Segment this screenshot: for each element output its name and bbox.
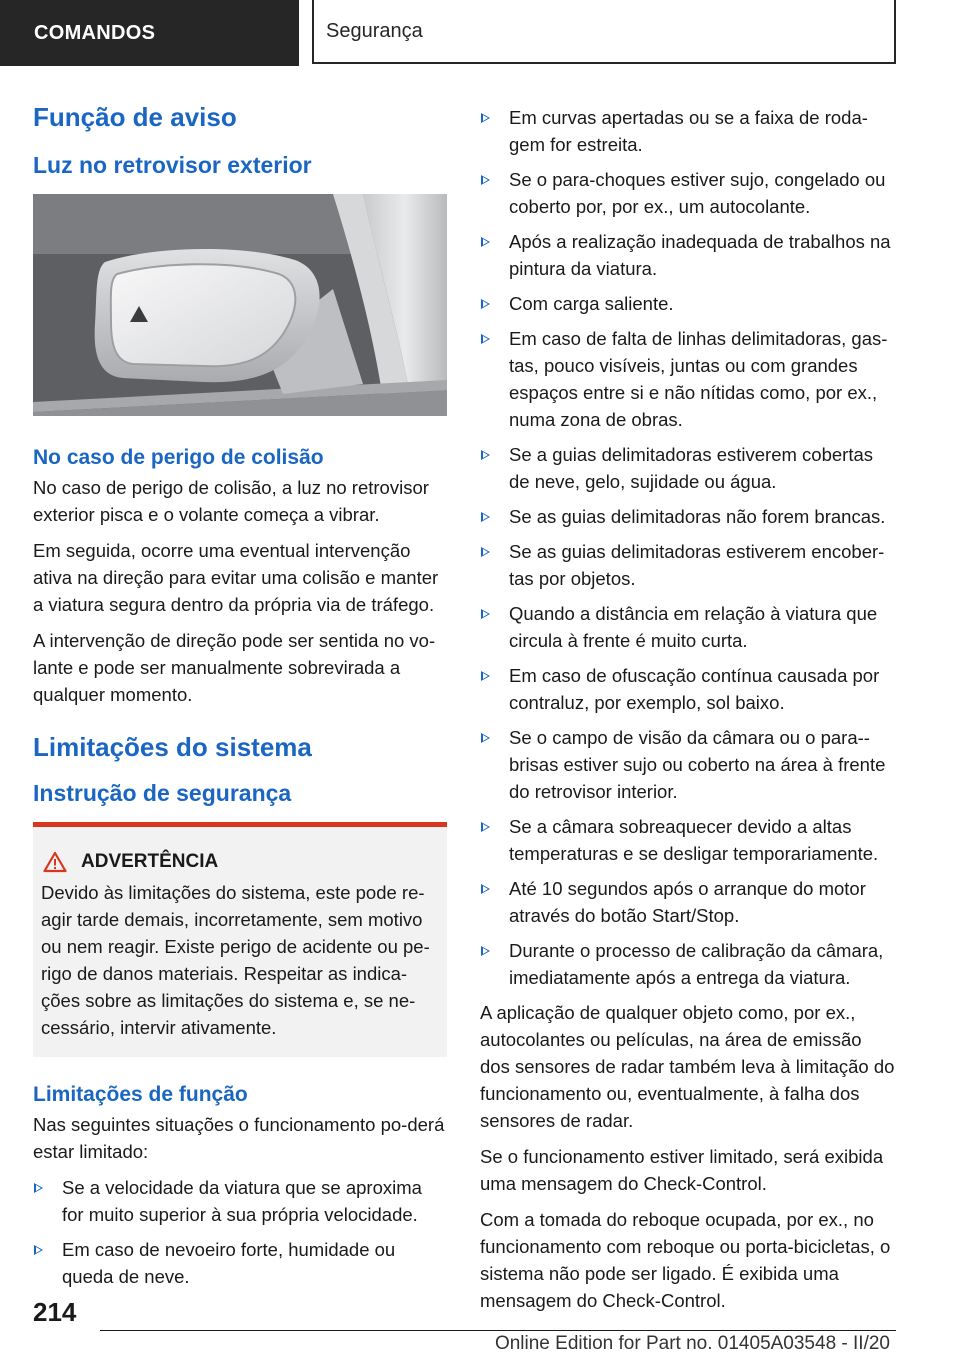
heading-instrucao-seguranca: Instrução de segurança (33, 780, 292, 806)
paragraph: Com a tomada do reboque ocupada, por ex., no funcionamento com reboque ou porta-bicicletas, o sistema não pode ser ligado. É exibida uma mensagem do Check-Control. (480, 1209, 891, 1311)
warning-title: ADVERTÊNCIA (81, 851, 219, 872)
list-item (480, 325, 896, 433)
list-item (480, 724, 896, 805)
list-item-text: Se a câmara sobreaquecer devido a altas temperaturas e se desligar temporariamente. (509, 816, 879, 864)
list-item (480, 228, 896, 282)
mirror-illustration (33, 194, 447, 416)
list-item-text: Em caso de ofuscação contínua causada por contraluz, por exemplo, sol baixo. (509, 665, 880, 713)
triangle-bullet-icon (481, 609, 490, 619)
list-item-text: Se a velocidade da viatura que se aproxima for muito superior à sua própria velocidade. (62, 1177, 422, 1225)
list-item-text: Com carga saliente. (509, 293, 674, 314)
list-item (480, 813, 896, 867)
left-column (33, 100, 447, 1298)
section-label: Segurança (326, 19, 423, 42)
heading-limitacoes-funcao: Limitações de função (33, 1083, 248, 1106)
paragraph: Em seguida, ocorre uma eventual intervenção ativa na direção para evitar uma colisão e manter a viatura segura dentro da própria via de tráfego. (33, 540, 439, 615)
section-header (312, 0, 896, 64)
triangle-bullet-icon (481, 671, 490, 681)
list-item (480, 441, 896, 495)
triangle-bullet-icon (481, 547, 490, 557)
triangle-bullet-icon (34, 1245, 43, 1255)
list-item-text: Se as guias delimitadoras estiverem encober-tas por objetos. (509, 541, 885, 589)
list-item (33, 1174, 447, 1228)
paragraph: A intervenção de direção pode ser sentida no vo-lante e pode ser manualmente sobrevirada a qualquer momento. (33, 630, 436, 705)
list-item-text: Após a realização inadequada de trabalhos na pintura da viatura. (509, 231, 891, 279)
paragraph: No caso de perigo de colisão, a luz no retrovisor exterior pisca e o volante começa a vibrar. (33, 477, 429, 525)
triangle-bullet-icon (34, 1183, 43, 1193)
list-item (480, 538, 896, 592)
list-item (480, 104, 896, 158)
list-item-text: Em caso de nevoeiro forte, humidade ou queda de neve. (62, 1239, 396, 1287)
list-item-text: Até 10 segundos após o arranque do motor através do botão Start/Stop. (509, 878, 866, 926)
limitations-list-left (33, 1174, 447, 1290)
warning-text: Devido às limitações do sistema, este pode re-agir tarde demais, incorretamente, sem motivo ou nem reagir. Existe perigo de acidente ou pe-rigo de danos materiais. Respeitar as indica-ções sobre as limitações do sistema e, se ne-cessário, intervir ativamente. (41, 882, 430, 1038)
list-item-text: Em caso de falta de linhas delimitadoras, gas-tas, pouco visíveis, juntas ou com grandes espaços entre si e não nítidas como, por ex., numa zona de obras. (509, 328, 888, 430)
triangle-bullet-icon (481, 450, 490, 460)
heading-perigo-colisao: No caso de perigo de colisão (33, 446, 324, 469)
triangle-bullet-icon (481, 884, 490, 894)
warning-box (33, 822, 447, 1057)
list-item (480, 503, 896, 530)
footer-edition: Online Edition for Part no. 01405A03548 - II/20 (494, 1333, 890, 1354)
list-item-text: Se o campo de visão da câmara ou o para--brisas estiver sujo ou coberto na área à frente do retrovisor interior. (509, 727, 886, 802)
page-number: 214 (33, 1297, 77, 1327)
chapter-label: COMANDOS (34, 21, 156, 44)
warning-triangle-icon (43, 851, 67, 873)
paragraph: A aplicação de qualquer objeto como, por ex., autocolantes ou películas, na área de emissão dos sensores de radar também leva à limitação do funcionamento ou, eventualmente, à falha dos sensores de radar. (480, 1002, 895, 1131)
warning-header (41, 851, 439, 873)
heading-funcao-aviso: Função de aviso (33, 102, 237, 132)
list-item-text: Quando a distância em relação à viatura que circula à frente é muito curta. (509, 603, 878, 651)
right-column (480, 104, 896, 1323)
list-item (33, 1236, 447, 1290)
list-item-text: Se as guias delimitadoras não forem brancas. (509, 506, 886, 527)
list-item (480, 662, 896, 716)
footer-divider (100, 1330, 896, 1331)
triangle-bullet-icon (481, 512, 490, 522)
paragraph: Se o funcionamento estiver limitado, será exibida uma mensagem do Check-Control. (480, 1146, 884, 1194)
list-item (480, 937, 896, 991)
list-item (480, 290, 896, 317)
list-item-text: Se a guias delimitadoras estiverem cobertas de neve, gelo, sujidade ou água. (509, 444, 874, 492)
list-item (480, 166, 896, 220)
list-item-text: Durante o processo de calibração da câmara, imediatamente após a entrega da viatura. (509, 940, 884, 988)
list-item (480, 600, 896, 654)
list-item-text: Em curvas apertadas ou se a faixa de roda-gem for estreita. (509, 107, 868, 155)
triangle-bullet-icon (481, 237, 490, 247)
list-item (480, 875, 896, 929)
triangle-bullet-icon (481, 733, 490, 743)
triangle-bullet-icon (481, 113, 490, 123)
triangle-bullet-icon (481, 299, 490, 309)
triangle-bullet-icon (481, 334, 490, 344)
chapter-tab (0, 0, 299, 66)
heading-luz-retrovisor: Luz no retrovisor exterior (33, 152, 312, 178)
triangle-bullet-icon (481, 175, 490, 185)
heading-limitacoes-sistema: Limitações do sistema (33, 732, 312, 762)
side-mirror-image (33, 194, 447, 416)
limitations-list-right (480, 104, 896, 991)
triangle-bullet-icon (481, 822, 490, 832)
list-item-text: Se o para-choques estiver sujo, congelado ou coberto por, por ex., um autocolante. (509, 169, 886, 217)
paragraph: Nas seguintes situações o funcionamento po-derá estar limitado: (33, 1114, 445, 1162)
triangle-bullet-icon (481, 946, 490, 956)
